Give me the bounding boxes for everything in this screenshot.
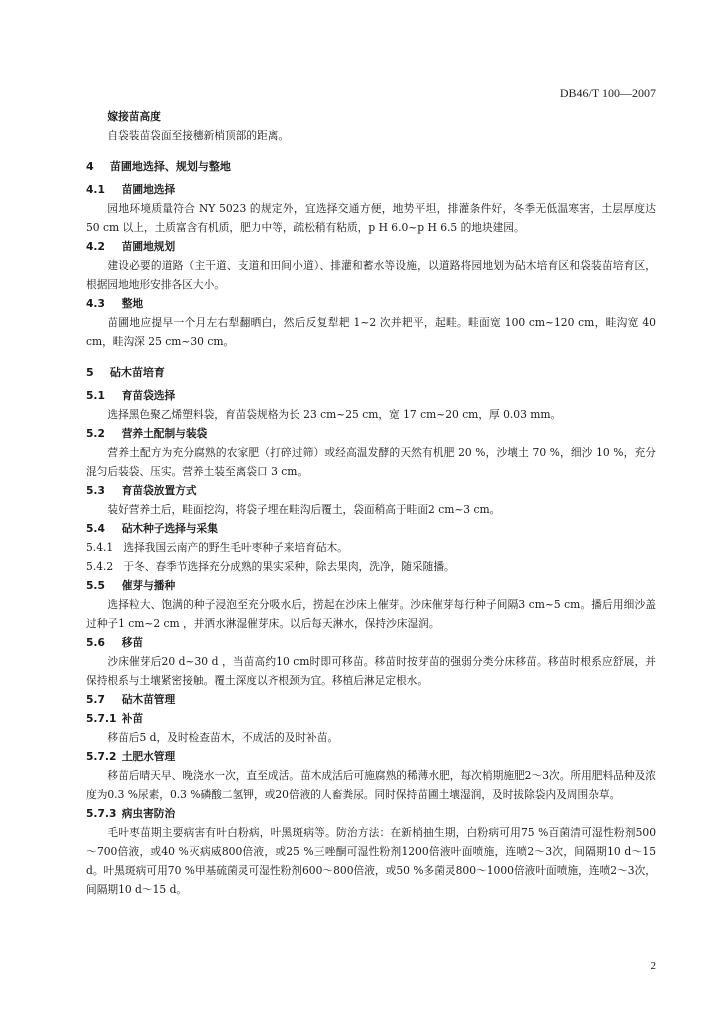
subsection-heading-5-4: [86, 519, 656, 538]
document-body: [86, 107, 656, 899]
item-text: 于冬、春季节选择充分成熟的果实采种，除去果肉，洗净，随采随播。: [123, 560, 455, 573]
paragraph-5-1: 选择黑色聚乙烯塑料袋，育苗袋规格为长 23 cm~25 cm，宽 17 cm~20 cm，厚 0.03 mm。: [107, 408, 562, 421]
subsection-heading-5-7-2: [86, 747, 656, 766]
subsection-heading-4-2: [86, 237, 656, 256]
subsection-title: 育苗袋选择: [121, 389, 176, 402]
subsection-heading-5-1: [86, 386, 656, 405]
subsection-number: 5.3: [86, 484, 105, 497]
subsection-title: 整地: [121, 297, 144, 310]
paragraph-5-5: 选择粒大、饱满的种子浸泡至充分吸水后，捞起在沙床上催芽。沙床催芽每行种子间隔3 cm~5 cm。播后用细沙盖过种子1 cm~2 cm ，并洒水淋湿催芽床。以后每天淋水，保持沙床湿润。: [86, 598, 656, 630]
item-5-4-1: [86, 538, 656, 557]
subsection-heading-5-2: [86, 424, 656, 443]
subsection-title: 补苗: [121, 712, 144, 725]
subsection-heading-5-7-3: [86, 804, 656, 823]
subsection-number: 5.4: [86, 522, 105, 535]
term-title: 嫁接苗高度: [107, 110, 161, 123]
item-text: 选择我国云南产的野生毛叶枣种子来培育砧木。: [123, 541, 348, 554]
subsection-number: 5.7.3: [86, 807, 117, 820]
subsection-title: 育苗袋放置方式: [121, 484, 197, 497]
subsection-title: 土肥水管理: [121, 750, 176, 763]
paragraph-4-3: 苗圃地应提早一个月左右犁翻晒白，然后反复犁耙 1~2 次并耙平，起畦。畦面宽 100 cm~120 cm，畦沟宽 40 cm，畦沟深 25 cm~30 cm。: [86, 316, 656, 348]
section-number: 4: [86, 160, 94, 173]
paragraph-4-2: 建设必要的道路（主干道、支道和田间小道）、排灌和蓄水等设施，以道路将园地划为砧木培育区和袋装苗培育区，根据园地地形安排各区大小。: [86, 259, 656, 291]
paragraph-5-3: 装好营养土后，畦面挖沟，将袋子埋在畦沟后覆土，袋面稍高于畦面2 cm~3 cm。: [107, 503, 501, 516]
subsection-heading-5-5: [86, 576, 656, 595]
item-5-4-2: [86, 557, 656, 576]
paragraph-5-7-1: 移苗后5 d，及时检查苗木，不成活的及时补苗。: [107, 731, 339, 744]
subsection-number: 4.1: [86, 183, 105, 196]
subsection-title: 苗圃地选择: [121, 183, 176, 196]
section-heading-5: [86, 363, 656, 382]
subsection-title: 营养土配制与装袋: [121, 427, 208, 440]
paragraph-5-2: 营养土配方为充分腐熟的农家肥（打碎过筛）或经高温发酵的天然有机肥 20 %，沙壤土 70 %，细沙 10 %，充分混匀后装袋、压实。营养土装至离袋口 3 cm。: [86, 446, 656, 478]
subsection-heading-5-7: [86, 690, 656, 709]
subsection-heading-4-3: [86, 294, 656, 313]
subsection-number: 5.7.1: [86, 712, 117, 725]
section-title: 苗圃地选择、规划与整地: [109, 160, 231, 173]
paragraph-5-6: 沙床催芽后20 d~30 d ，当苗高约10 cm时即可移苗。移苗时按芽苗的强弱分类分床移苗。移苗时根系应舒展，并保持根系与土壤紧密接触。覆土深度以齐根颈为宜。移植后淋足定根水。: [86, 655, 656, 687]
item-number: 5.4.1: [86, 541, 114, 554]
subsection-title: 砧木苗管理: [121, 693, 176, 706]
item-number: 5.4.2: [86, 560, 114, 573]
section-number: 5: [86, 366, 94, 379]
page-number: 2: [650, 960, 656, 972]
section-title: 砧木苗培育: [109, 366, 165, 379]
term-definition: 自袋装苗袋面至接穗新梢顶部的距离。: [107, 129, 290, 142]
document-code: DB46/T 100—2007: [559, 86, 656, 100]
subsection-heading-4-1: [86, 180, 656, 199]
subsection-title: 移苗: [121, 636, 144, 649]
subsection-number: 5.7: [86, 693, 105, 706]
subsection-title: 病虫害防治: [121, 807, 176, 820]
subsection-number: 4.3: [86, 297, 105, 310]
subsection-title: 苗圃地规划: [121, 240, 176, 253]
subsection-title: 催芽与播种: [121, 579, 176, 592]
subsection-heading-5-3: [86, 481, 656, 500]
subsection-heading-5-6: [86, 633, 656, 652]
subsection-number: 5.7.2: [86, 750, 117, 763]
subsection-title: 砧木种子选择与采集: [121, 522, 218, 535]
subsection-number: 5.1: [86, 389, 105, 402]
subsection-number: 4.2: [86, 240, 105, 253]
subsection-number: 5.6: [86, 636, 105, 649]
subsection-number: 5.2: [86, 427, 105, 440]
paragraph-5-7-2: 移苗后晴天早、晚浇水一次，直至成活。苗木成活后可施腐熟的稀薄水肥，每次梢期施肥2～3次。所用肥料品种及浓度为0.3 %尿素，0.3 %磷酸二氢钾，或20倍液的人畜粪尿。同时保持苗圃土壤湿润，及时拔除袋内及周围杂草。: [86, 769, 656, 801]
section-heading-4: [86, 157, 656, 176]
paragraph-5-7-3: 毛叶枣苗期主要病害有叶白粉病，叶黑斑病等。防治方法：在新梢抽生期，白粉病可用75 %百菌清可湿性粉剂500～700倍液，或40 %灭病威800倍液，或25 %三唑酮可湿性粉剂1200倍液叶面喷施，连喷2～3次，间隔期10 d～15 d。叶黑斑病可用70 %甲基硫菌灵可湿性粉剂600～800倍液，或50 %多菌灵800～1000倍液叶面喷施，连喷2～3次，间隔期10 d～15 d。: [86, 826, 656, 896]
paragraph-4-1: 园地环境质量符合 NY 5023 的规定外，宜选择交通方便，地势平坦，排灌条件好，冬季无低温寒害，土层厚度达 50 cm 以上，土质富含有机质，肥力中等，疏松稍有粘质，p H 6.0~p H 6.5 的地块建园。: [86, 202, 656, 234]
subsection-number: 5.5: [86, 579, 105, 592]
subsection-heading-5-7-1: [86, 709, 656, 728]
